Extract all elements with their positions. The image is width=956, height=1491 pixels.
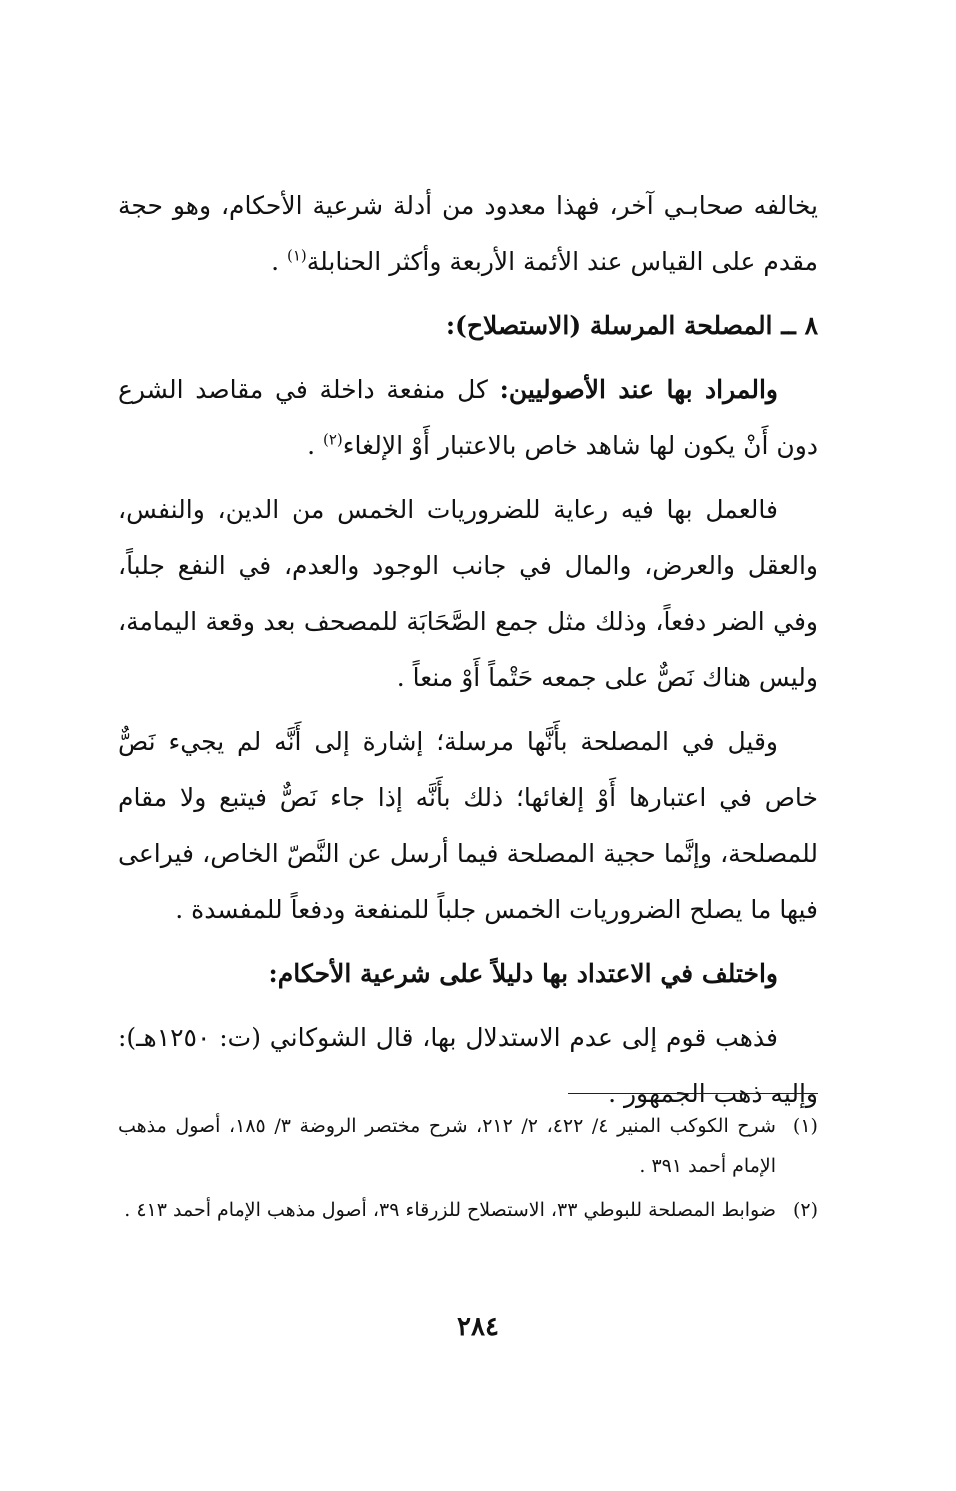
- section-subheading: واختلف في الاعتداد بها دليلاً على شرعية الأحكام:: [268, 959, 778, 988]
- paragraph-1: [118, 178, 818, 290]
- footnote-divider: [568, 1093, 818, 1094]
- footnote-1-number: (١): [792, 1115, 818, 1137]
- main-text: [118, 178, 818, 1130]
- section-heading: ٨ ــ المصلحة المرسلة (الاستصلاح):: [445, 311, 818, 340]
- footnotes: [118, 1106, 818, 1234]
- paragraph-3: فالعمل بها فيه رعاية للضروريات الخمس من الدين، والنفس، والعقل والعرض، والمال في جانب الوجود والعدم، في النفع جلباً، وفي الضر دفعاً، وذلك مثل جمع الصَّحَابَة للمصحف بعد وقعة اليمامة، وليس هناك نَصٌّ على جمعه حَتْماً أَوْ منعاً .: [118, 495, 818, 692]
- footnote-1: [118, 1106, 818, 1186]
- paragraph-2-end: .: [307, 431, 323, 460]
- footnote-ref-2: (٢): [323, 430, 343, 449]
- definition-lead: والمراد بها عند الأصوليين:: [499, 375, 778, 404]
- footnote-ref-1: (١): [286, 246, 307, 265]
- paragraph-2: [118, 362, 818, 474]
- page-number: ٢٨٤: [457, 1312, 499, 1342]
- footnote-2-number: (٢): [792, 1199, 818, 1221]
- paragraph-1-text: يخالفه صحابـي آخر، فهذا معدود من أدلة شرعية الأحكام، وهو حجة مقدم على القياس عند الأئمة الأربعة وأكثر الحنابلة: [118, 191, 818, 276]
- footnote-2: [118, 1190, 818, 1230]
- paragraph-4: وقيل في المصلحة بأَنَّها مرسلة؛ إشارة إلى أَنَّه لم يجيء نَصٌّ خاص في اعتبارها أَوْ إلغائها؛ ذلك بأَنَّه إذا جاء نَصٌّ فيتبع ولا مقام للمصلحة، وإنَّما حجية المصلحة فيما أرسل عن النَّصّ الخاص، فيراعى فيها ما يصلح الضروريات الخمس جلباً للمنفعة ودفعاً للمفسدة .: [118, 727, 818, 924]
- footnote-1-text: شرح الكوكب المنير ٤/ ٤٢٢، ٢/ ٢١٢، شرح مختصر الروضة ٣/ ١٨٥، أصول مذهب الإمام أحمد ٣٩١ .: [118, 1115, 776, 1177]
- paragraph-5: فذهب قوم إلى عدم الاستدلال بها، قال الشوكاني (ت: ١٢٥٠هـ): وإليه ذهب الجمهور .: [118, 1023, 818, 1108]
- paragraph-2-text: كل منفعة داخلة في مقاصد الشرع دون أَنْ يكون لها شاهد خاص بالاعتبار أَوْ الإلغاء: [118, 375, 818, 460]
- paragraph-1-end: .: [271, 247, 287, 276]
- footnote-2-text: ضوابط المصلحة للبوطي ٣٣، الاستصلاح للزرقاء ٣٩، أصول مذهب الإمام أحمد ٤١٣ .: [124, 1199, 776, 1221]
